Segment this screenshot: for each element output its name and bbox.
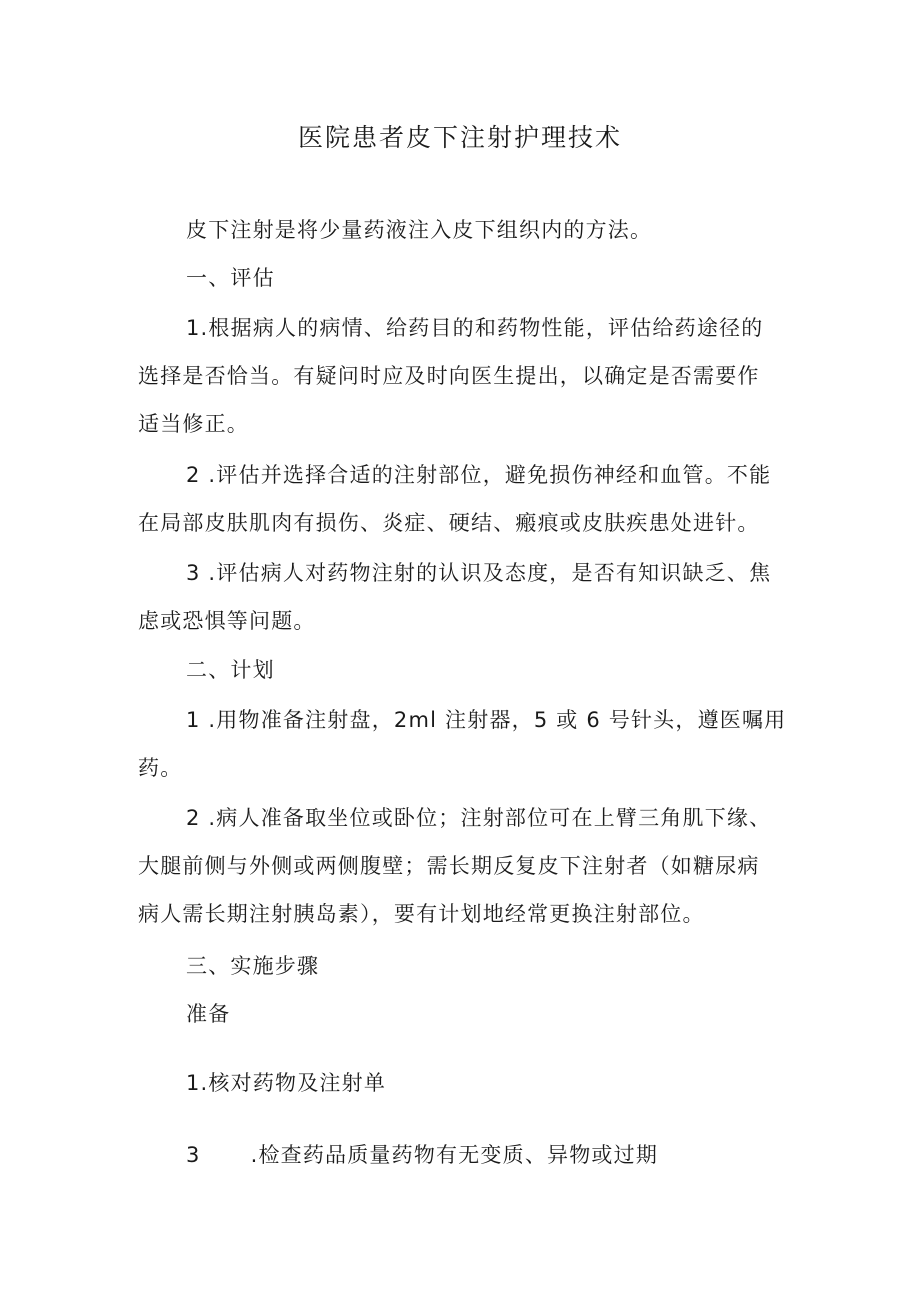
item-number: 3 [186,1143,201,1167]
text-line: 虑或恐惧等问题。 [138,609,316,633]
text-line [138,1131,793,1179]
text-line: 药。 [138,756,183,780]
assessment-item-2 [138,451,793,547]
section-heading-plan [138,646,793,694]
text-line: 在局部皮肤肌肉有损伤、炎症、硬结、瘢痕或皮肤疾患处进针。 [138,511,760,535]
text-line: 1.根据病人的病情、给药目的和药物性能，评估给药途径的 [186,316,764,340]
intro-text: 皮下注射是将少量药液注入皮下组织内的方法。 [186,218,653,242]
text-line: 1 .用物准备注射盘，2ml 注射器，5 或 6 号针头，遵医嘱用 [186,708,787,732]
text-line: 2 .评估并选择合适的注射部位，避免损伤神经和血管。不能 [186,463,772,487]
plan-item-2 [138,794,793,938]
text-line: 适当修正。 [138,412,249,436]
text-line: 3 .评估病人对药物注射的认识及态度，是否有知识缺乏、焦 [186,561,772,585]
section3-heading: 三、实施步骤 [186,954,320,978]
plan-item-1 [138,696,793,792]
section3-subheading: 准备 [186,1002,231,1026]
intro-paragraph [138,206,793,254]
item-text: .检查药品质量药物有无变质、异物或过期 [250,1143,659,1167]
section-heading-implementation [138,942,793,990]
section-heading-assessment [138,254,793,302]
assessment-item-3 [138,549,793,645]
text-line: 1.核对药物及注射单 [186,1071,387,1095]
assessment-item-1 [138,304,793,448]
section1-heading: 一、评估 [186,266,275,290]
subheading-preparation [138,990,793,1038]
implementation-item-1 [138,1059,793,1107]
section2-heading: 二、计划 [186,658,275,682]
text-line: 选择是否恰当。有疑问时应及时向医生提出，以确定是否需要作 [138,364,760,388]
implementation-item-3 [138,1131,793,1179]
text-line: 大腿前侧与外侧或两侧腹壁；需长期反复皮下注射者（如糖尿病 [138,854,760,878]
text-line: 病人需长期注射胰岛素），要有计划地经常更换注射部位。 [138,902,705,926]
document-title: 医院患者皮下注射护理技术 [297,123,622,152]
text-line: 2 .病人准备取坐位或卧位；注射部位可在上臂三角肌下缘、 [186,806,772,830]
